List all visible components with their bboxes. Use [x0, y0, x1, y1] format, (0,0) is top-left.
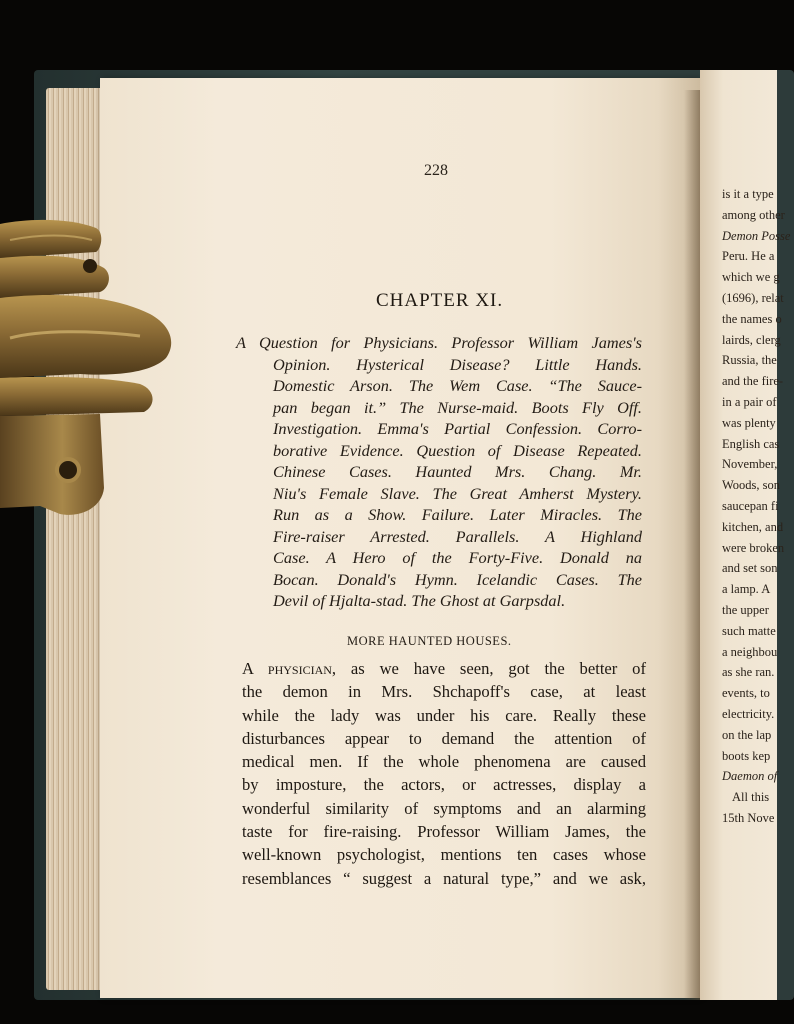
brass-book-clip — [0, 218, 180, 518]
body-line: well-known psychologist, mentions ten cases whose — [242, 845, 646, 865]
right-line: Russia, the — [722, 353, 777, 368]
synopsis-line: Case. A Hero of the Forty-Five. Donald na — [273, 548, 642, 567]
section-heading: MORE HAUNTED HOUSES. — [347, 634, 512, 648]
synopsis-line: pan began it.” The Nurse-maid. Boots Fly Off. — [273, 397, 642, 417]
synopsis-line: Chinese Cases. Haunted Mrs. Chang. Mr. — [273, 462, 642, 481]
right-line: electricity. — [722, 706, 775, 721]
chapter-synopsis — [236, 332, 642, 612]
chapter-title: CHAPTER XI. — [376, 290, 504, 311]
synopsis-line: Investigation. Emma's Partial Confession. Corro- — [273, 419, 642, 438]
synopsis-line: borative Evidence. Question of Disease Repeated. — [273, 440, 642, 460]
right-line: saucepan fi — [722, 498, 779, 513]
right-line: lairds, clerg — [722, 332, 781, 347]
right-page — [700, 70, 791, 1000]
synopsis-line: Run as a Show. Failure. Later Miracles. The — [273, 505, 642, 524]
right-line: in a pair of — [722, 394, 777, 409]
right-line: the upper — [722, 602, 769, 617]
page-number: 228 — [424, 162, 448, 179]
right-line: Demon Posse — [722, 228, 791, 243]
right-line: on the lap — [722, 727, 772, 742]
body-line: disturbances appear to demand the attention of — [242, 728, 646, 748]
body-paragraph — [242, 657, 646, 890]
body-line: resemblances “ suggest a natural type,” and we ask, — [242, 868, 646, 888]
body-line: the demon in Mrs. Shchapoff's case, at least — [242, 682, 646, 702]
right-line: was plenty — [722, 415, 776, 430]
synopsis-line: Devil of Hjalta-stad. The Ghost at Garpsdal. — [273, 591, 566, 610]
body-line — [242, 657, 646, 680]
body-lead-smallcaps: A physician — [242, 659, 332, 678]
synopsis-line: Fire-raiser Arrested. Parallels. A Highland — [273, 526, 642, 546]
right-line: a neighbou — [722, 644, 778, 659]
right-line: were broken — [722, 540, 785, 555]
body-line-text: , as we have seen, got the better of — [331, 659, 646, 678]
right-line: events, to — [722, 686, 770, 701]
right-line: which we g — [722, 270, 780, 285]
body-line: while the lady was under his care. Really these — [242, 705, 646, 725]
right-line: November, — [722, 457, 778, 472]
right-line: All this — [732, 790, 770, 805]
right-line: kitchen, and — [722, 519, 784, 534]
synopsis-line: Domestic Arson. The Wem Case. “The Sauce- — [273, 376, 642, 395]
right-line: the names o — [722, 311, 782, 326]
right-line: boots kep — [722, 748, 771, 763]
right-line: Woods, son — [722, 478, 781, 493]
body-line: by imposture, the actors, or actresses, display a — [242, 775, 646, 795]
right-line: and the fire- — [722, 374, 784, 389]
right-line: a lamp. A — [722, 582, 771, 597]
body-line: taste for fire-raising. Professor William James, the — [242, 822, 646, 842]
right-line: and set son — [722, 561, 778, 576]
right-page-text — [722, 184, 792, 829]
right-line: is it a type — [722, 187, 774, 201]
right-line: English cas — [722, 436, 780, 451]
right-line: among other — [722, 207, 785, 222]
right-line: such matte — [722, 623, 776, 638]
right-line: Peru. He a — [722, 249, 775, 264]
synopsis-line: Bocan. Donald's Hymn. Icelandic Cases. The — [273, 569, 642, 589]
right-line: 15th Nove — [722, 810, 775, 825]
right-line: as she ran. — [722, 665, 775, 680]
right-line: Daemon of — [722, 769, 778, 784]
body-line: medical men. If the whole phenomena are caused — [242, 752, 646, 772]
right-line: (1696), relat — [722, 290, 784, 305]
body-line: wonderful similarity of symptoms and an alarming — [242, 798, 646, 818]
synopsis-line: Opinion. Hysterical Disease? Little Hands. — [273, 354, 642, 374]
synopsis-line: A Question for Physicians. Professor William James's — [236, 333, 642, 352]
synopsis-line: Niu's Female Slave. The Great Amherst Mystery. — [273, 483, 642, 503]
